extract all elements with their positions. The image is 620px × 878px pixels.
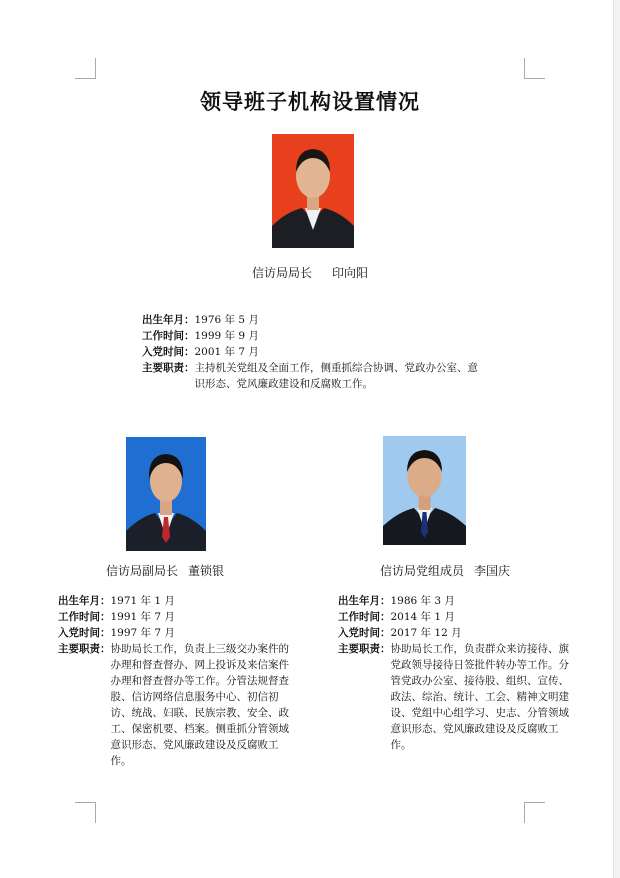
info-row-work: [338, 609, 570, 625]
leader-photo-left: [126, 437, 206, 551]
value-work: 1991 年 7 月: [110, 611, 175, 623]
leader-position: 信访局副局长: [106, 564, 179, 578]
leader-photo-main: [272, 134, 354, 248]
info-row-birth: [338, 593, 570, 609]
leader-name: 董锁银: [188, 564, 225, 578]
info-row-duties: [142, 360, 482, 392]
label-duties: 主要职责：: [142, 362, 195, 374]
value-duties: 主持机关党组及全面工作，侧重抓综合协调、党政办公室、意识形态、党风廉政建设和反腐败工作。: [194, 362, 478, 390]
portrait-right: [383, 436, 466, 545]
leader-position: 信访局党组成员: [380, 564, 465, 578]
value-party: 1997 年 7 月: [110, 627, 175, 639]
info-row-duties: [58, 641, 290, 769]
value-work: 1999 年 9 月: [194, 330, 259, 342]
leader-position: 信访局局长: [251, 266, 312, 280]
value-birth: 1976 年 5 月: [194, 314, 259, 326]
value-party: 2001 年 7 月: [194, 346, 259, 358]
leader-info-right: [338, 593, 570, 753]
leader-caption-left: [106, 562, 224, 579]
label-work: 工作时间：: [338, 611, 391, 623]
leader-caption-main: [0, 264, 620, 281]
page-corner-mark: [524, 58, 545, 79]
leader-name: 李国庆: [474, 564, 511, 578]
leader-info-left: [58, 593, 290, 769]
value-work: 2014 年 1 月: [390, 611, 455, 623]
label-party: 入党时间：: [142, 346, 195, 358]
page-title: 领导班子机构设置情况: [200, 89, 420, 114]
label-duties: 主要职责：: [338, 643, 391, 655]
leader-info-main: [142, 312, 482, 392]
info-row-work: [142, 328, 482, 344]
label-birth: 出生年月：: [142, 314, 195, 326]
page-corner-mark: [75, 58, 96, 79]
leader-caption-right: [380, 562, 510, 579]
page-corner-mark: [75, 802, 96, 823]
value-party: 2017 年 12 月: [390, 627, 462, 639]
value-birth: 1986 年 3 月: [390, 595, 455, 607]
info-row-work: [58, 609, 290, 625]
value-duties: 协助局长工作，负责上三级交办案件的办理和督查督办、网上投诉及来信案件办理和督查督办等工作。分管法规督查股、信访网络信息服务中心、初信初访、统战、妇联、民族宗教、安全、政工、保密机要、档案。侧重抓分管领域意识形态、党风廉政建设及反腐败工作。: [110, 643, 289, 767]
leader-photo-right: [383, 436, 466, 545]
label-party: 入党时间：: [58, 627, 111, 639]
page-corner-mark: [524, 802, 545, 823]
value-birth: 1971 年 1 月: [110, 595, 175, 607]
portrait-main: [272, 134, 354, 248]
info-row-party: [142, 344, 482, 360]
portrait-left: [126, 437, 206, 551]
info-row-party: [338, 625, 570, 641]
info-row-birth: [58, 593, 290, 609]
label-work: 工作时间：: [142, 330, 195, 342]
value-duties: 协助局长工作，负责群众来访接待、旗党政领导接待日签批件转办等工作。分管党政办公室、接待股、组织、宣传、政法、综治、统计、工会、精神文明建设、党组中心组学习、史志、分管领域意识形态、党风廉政建设及反腐败工作。: [390, 643, 569, 751]
info-row-birth: [142, 312, 482, 328]
label-party: 入党时间：: [338, 627, 391, 639]
window-edge: [613, 0, 620, 878]
label-birth: 出生年月：: [338, 595, 391, 607]
label-duties: 主要职责：: [58, 643, 111, 655]
label-work: 工作时间：: [58, 611, 111, 623]
info-row-party: [58, 625, 290, 641]
info-row-duties: [338, 641, 570, 753]
leader-name: 印向阳: [332, 266, 369, 280]
label-birth: 出生年月：: [58, 595, 111, 607]
